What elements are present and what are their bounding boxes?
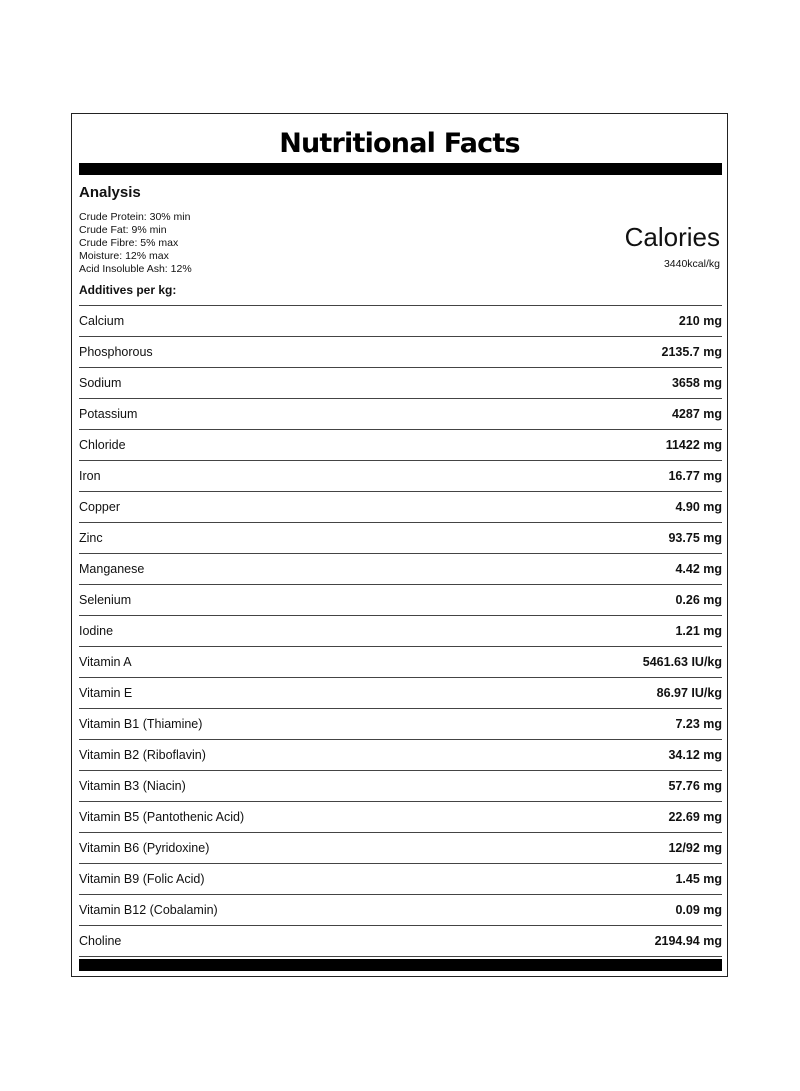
analysis-item: Crude Protein: 30% min xyxy=(79,211,191,223)
table-row xyxy=(79,926,722,957)
bottom-divider-bar xyxy=(79,959,722,971)
table-row xyxy=(79,802,722,833)
nutrient-value: 4.42 mg xyxy=(675,562,722,576)
nutrient-name: Calcium xyxy=(79,314,125,328)
table-row xyxy=(79,647,722,678)
nutrient-name: Vitamin B3 (Niacin) xyxy=(79,779,186,793)
table-row xyxy=(79,585,722,616)
table-row xyxy=(79,430,722,461)
page-title: Nutritional Facts xyxy=(279,128,520,159)
nutrient-value: 11422 mg xyxy=(665,438,722,452)
nutrient-value: 0.26 mg xyxy=(675,593,722,607)
nutrient-name: Manganese xyxy=(79,562,145,576)
analysis-heading: Analysis xyxy=(79,184,141,201)
nutrient-value: 1.21 mg xyxy=(675,624,722,638)
nutrient-value: 4287 mg xyxy=(671,407,722,421)
nutrient-name: Vitamin B1 (Thiamine) xyxy=(79,717,203,731)
nutrient-name: Chloride xyxy=(79,438,126,452)
nutrient-name: Vitamin B2 (Riboflavin) xyxy=(79,748,206,762)
calories-value: 3440kcal/kg xyxy=(663,258,720,270)
nutrient-value: 5461.63 IU/kg xyxy=(642,655,722,669)
nutrient-value: 86.97 IU/kg xyxy=(656,686,722,700)
nutrient-name: Selenium xyxy=(79,593,132,607)
table-row xyxy=(79,461,722,492)
nutrient-name: Iodine xyxy=(79,624,114,638)
analysis-item: Acid Insoluble Ash: 12% xyxy=(79,263,192,275)
nutrient-name: Sodium xyxy=(79,376,122,390)
calories-label: Calories xyxy=(624,222,720,252)
nutrition-facts-panel xyxy=(71,113,728,977)
nutrient-name: Vitamin E xyxy=(79,686,133,700)
nutrient-value: 7.23 mg xyxy=(675,717,722,731)
nutrient-name: Vitamin B6 (Pyridoxine) xyxy=(79,841,210,855)
nutrient-name: Vitamin A xyxy=(79,655,132,669)
table-row xyxy=(79,833,722,864)
nutrient-name: Iron xyxy=(79,469,101,483)
table-row xyxy=(79,771,722,802)
table-row xyxy=(79,368,722,399)
table-row xyxy=(79,678,722,709)
table-row xyxy=(79,740,722,771)
additives-heading: Additives per kg: xyxy=(79,283,177,297)
table-row xyxy=(79,709,722,740)
analysis-item: Moisture: 12% max xyxy=(79,250,169,262)
nutrient-name: Zinc xyxy=(79,531,103,545)
nutrient-name: Vitamin B12 (Cobalamin) xyxy=(79,903,218,917)
nutrient-value: 12/92 mg xyxy=(668,841,722,855)
nutrient-name: Copper xyxy=(79,500,120,514)
table-row xyxy=(79,523,722,554)
nutrient-value: 57.76 mg xyxy=(668,779,722,793)
table-row xyxy=(79,554,722,585)
nutrient-name: Potassium xyxy=(79,407,138,421)
nutrient-name: Phosphorous xyxy=(79,345,153,359)
table-row xyxy=(79,306,722,337)
nutrient-value: 34.12 mg xyxy=(668,748,722,762)
nutrient-name: Vitamin B5 (Pantothenic Acid) xyxy=(79,810,245,824)
nutrient-value: 3658 mg xyxy=(671,376,722,390)
nutrient-value: 2135.7 mg xyxy=(661,345,722,359)
table-row xyxy=(79,492,722,523)
table-row xyxy=(79,895,722,926)
nutrient-value: 0.09 mg xyxy=(675,903,722,917)
nutrient-value: 4.90 mg xyxy=(675,500,722,514)
nutrient-value: 16.77 mg xyxy=(668,469,722,483)
analysis-list xyxy=(79,211,192,276)
nutrient-name: Vitamin B9 (Folic Acid) xyxy=(79,872,205,886)
analysis-item: Crude Fibre: 5% max xyxy=(79,237,179,249)
nutrient-value: 2194.94 mg xyxy=(654,934,722,948)
table-row xyxy=(79,864,722,895)
nutrient-value: 1.45 mg xyxy=(675,872,722,886)
top-divider-bar xyxy=(79,163,722,175)
nutrient-value: 210 mg xyxy=(678,314,722,328)
nutrient-value: 22.69 mg xyxy=(668,810,722,824)
additives-table xyxy=(79,305,722,957)
nutrient-name: Choline xyxy=(79,934,122,948)
table-row xyxy=(79,399,722,430)
table-row xyxy=(79,337,722,368)
analysis-item: Crude Fat: 9% min xyxy=(79,224,167,236)
table-row xyxy=(79,616,722,647)
nutrient-value: 93.75 mg xyxy=(668,531,722,545)
